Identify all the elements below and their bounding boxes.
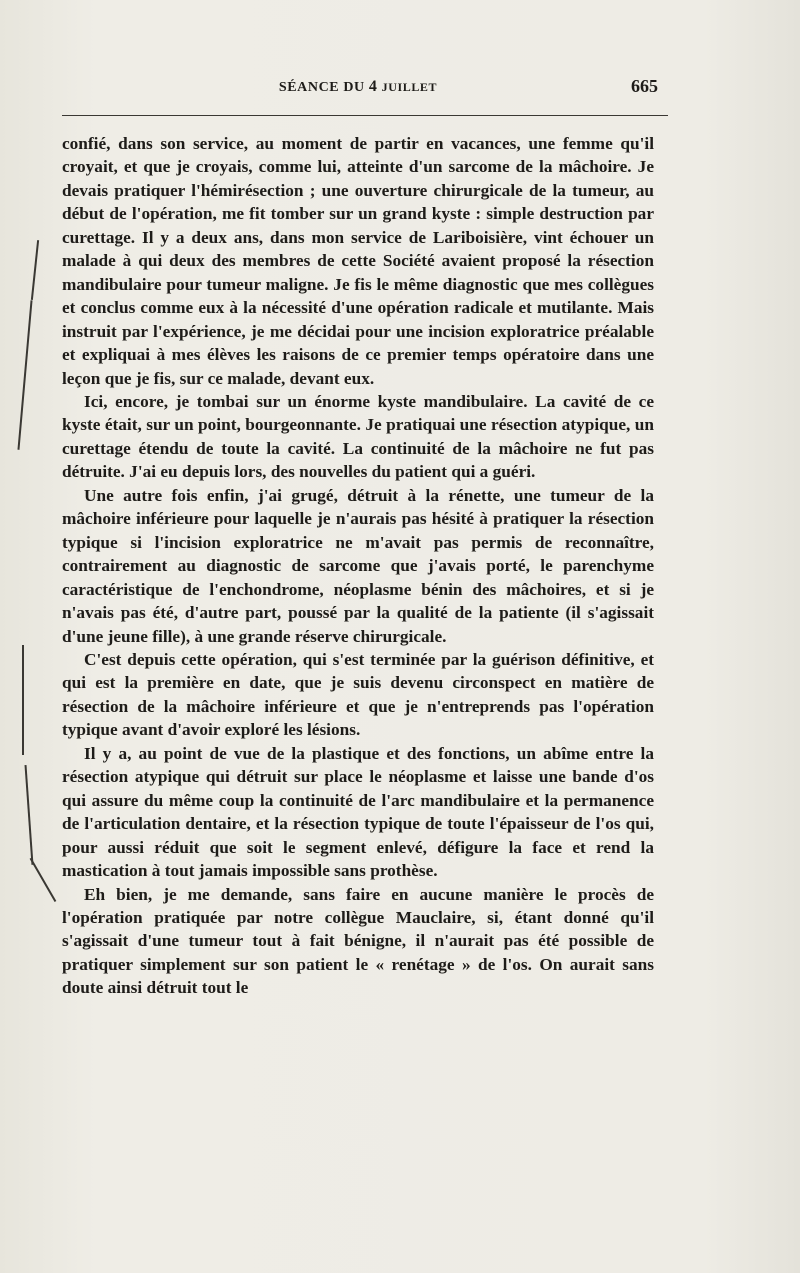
page-number: 665 (631, 76, 658, 96)
paragraph: confié, dans son service, au moment de partir en vacances, une femme qu'il croyait, et que je croyais, comme lui, atteinte d'un sarcome de la mâchoire. Je devais pratiquer l'hémirésection ; une ouverture chirurgicale de la tumeur, au début de l'opération, me fit tomber sur un grand kyste : simple destruction par curettage. Il y a deux ans, dans mon service de Lariboisière, vint échouer un malade à qui deux des membres de cette Société avaient proposé la résection mandibulaire pour tumeur maligne. Je fis le même diagnostic que mes collègues et conclus comme eux à la nécessité d'une opération radicale et mutilante. Mais instruit par l'expérience, je me décidai pour une incision exploratrice préalable et expliquai à mes élèves les raisons de ce premier temps opératoire dans une leçon que je fis, sur ce malade, devant eux. (62, 134, 654, 388)
paragraph: Eh bien, je me demande, sans faire en aucune manière le procès de l'opération pratiquée par notre collègue Mauclaire, si, étant donné qu'il s'agissait d'une tumeur tout à fait bénigne, il n'aurait pas été possible de pratiquer simplement sur son patient le « renétage » de l'os. On aurait sans doute ainsi détruit tout le (62, 884, 654, 998)
page-header (62, 76, 658, 100)
margin-pencil-mark (25, 765, 34, 865)
margin-pencil-mark (30, 858, 56, 902)
running-head-day: 4 (368, 78, 378, 95)
running-head (62, 78, 654, 96)
margin-pencil-mark (31, 240, 39, 300)
paragraph: Ici, encore, je tombai sur un énorme kyste mandibulaire. La cavité de ce kyste était, sur un point, bourgeonnante. Je pratiquai une résection atypique, un curettage étendu de toute la cavité. La continuité de la mâchoire ne fut pas détruite. J'ai eu depuis lors, des nouvelles du patient qui a guéri. (62, 391, 654, 482)
margin-pencil-mark (17, 300, 32, 450)
paragraph: Il y a, au point de vue de la plastique et des fonctions, un abîme entre la résection atypique qui détruit sur place le néoplasme et laisse une bande d'os qui assure du même coup la continuité de l'arc mandibulaire et la permanence de l'articulation dentaire, et la résection typique de toute l'épaisseur de l'os qui, pour aussi réduit que soit le segment enlevé, défigure la face et rend la mastication à tout jamais impossible sans prothèse. (62, 743, 654, 881)
paragraph: C'est depuis cette opération, qui s'est terminée par la guérison définitive, et qui est la première en date, que je suis devenu circonspect en matière de résection de la mâchoire inférieure et que je n'entreprends pas l'opération typique avant d'avoir exploré les lésions. (62, 649, 654, 740)
body-text (62, 132, 654, 1000)
paragraph: Une autre fois enfin, j'ai grugé, détruit à la rénette, une tumeur de la mâchoire inférieure pour laquelle je n'aurais pas hésité à pratiquer la résection typique si l'incision exploratrice ne m'avait pas permis de reconnaître, contrairement au diagnostic de sarcome que j'avais porté, le parenchyme caractéristique de l'enchondrome, néoplasme bénin des mâchoires, et si je n'avais pas été, d'autre part, poussé par la qualité de la patiente (il s'agissait d'une jeune fille), à une grande réserve chirurgicale. (62, 485, 654, 646)
running-head-prefix: SÉANCE DU (278, 80, 365, 95)
header-rule (62, 115, 668, 116)
running-head-month: JUILLET (381, 80, 438, 94)
margin-pencil-mark (22, 645, 24, 755)
